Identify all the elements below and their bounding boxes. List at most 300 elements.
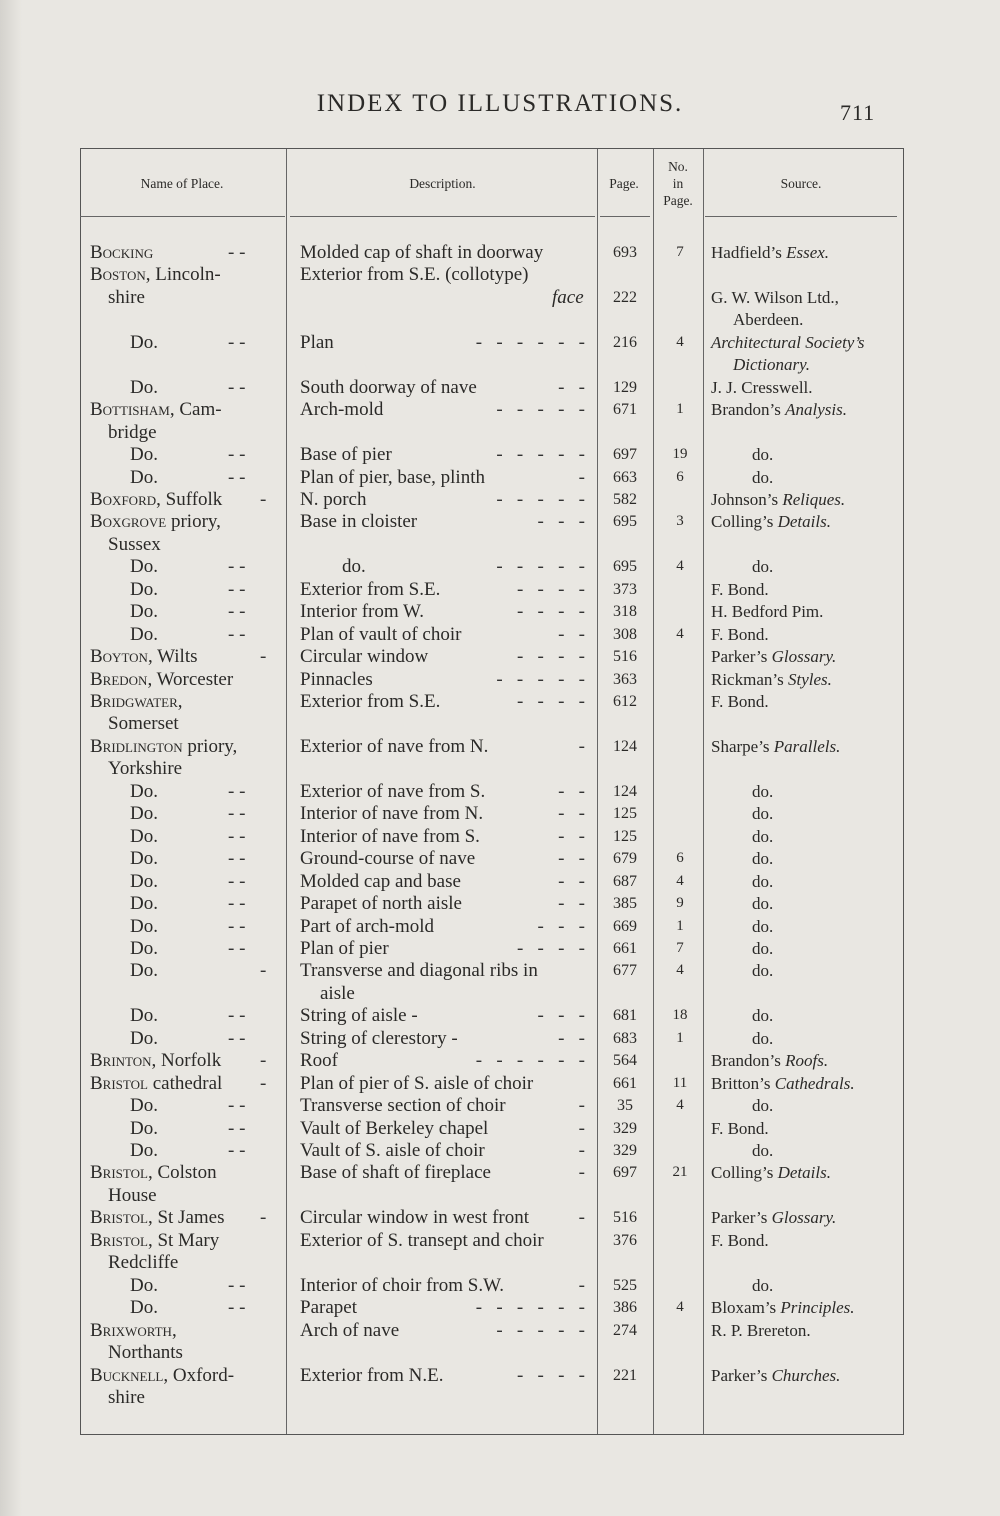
source [711,645,836,668]
source-text: do. [752,961,774,981]
index-row [0,892,1000,915]
place-name [130,959,158,982]
place-name-suffix: , Suffolk [156,488,223,510]
page-number-cell: 516 [613,648,637,666]
number-in-page-cell: 19 [672,446,688,463]
place-name-suffix: Do. [130,1005,158,1027]
description-leader-dashes: - - [558,825,585,847]
place-leader-dashes: - - [228,466,246,488]
description-leader-dashes: - - [558,803,585,825]
place-name-suffix: Do. [130,960,158,982]
source-text: F. Bond. [711,579,769,599]
source [752,466,773,489]
source-title: Analysis. [785,400,847,420]
source-title: Glossary. [771,647,837,667]
source [752,1004,773,1027]
place-name-smallcaps: Boyton [90,646,148,668]
place-name-smallcaps: Boston [90,264,146,286]
source-title: Architectural Society’s [711,332,865,352]
source [711,735,840,758]
index-row [0,398,1000,421]
index-row [0,241,1000,264]
place-name-suffix: Do. [130,1297,158,1319]
index-row [0,757,1000,780]
number-in-page-cell: 11 [672,1074,688,1091]
source-text: R. P. Brereton. [711,1320,811,1340]
index-row [0,600,1000,623]
source [752,1274,773,1297]
source-title: Dictionary. [733,355,810,375]
source-text: F. Bond. [711,1118,769,1138]
source-text: Parker’s [711,1208,772,1228]
number-in-page-cell: 4 [676,333,684,350]
source [752,892,773,915]
page-number-cell: 376 [613,1231,637,1249]
source [752,847,773,870]
description: String of aisle - [300,1005,418,1027]
number-in-page-cell: 1 [676,917,684,934]
index-row [0,1341,1000,1364]
place-name [130,802,158,825]
place-leader-dashes: - - [228,556,246,578]
page-number-cell: 35 [617,1097,633,1115]
place-name-suffix: , St Mary [147,1229,220,1251]
page-number-cell: 221 [613,1366,637,1384]
number-in-page-cell: 4 [676,1299,684,1316]
source [752,1139,773,1162]
place-leader-dashes: - - [228,601,246,623]
place-name [90,645,198,668]
index-row [0,443,1000,466]
place-name [90,1049,221,1072]
place-name-suffix: , St James [147,1207,225,1229]
description: Vault of Berkeley chapel [300,1117,489,1139]
description: Exterior from S.E. [300,691,441,712]
page-number-cell: 329 [613,1119,637,1137]
place-name-suffix: Yorkshire [108,758,183,780]
number-in-page-cell: 1 [676,401,684,418]
place-name [90,1364,234,1387]
place-leader-dashes: - [260,1072,267,1094]
index-row [0,331,1000,354]
source-text: Parker’s [711,1365,772,1385]
source [711,578,769,601]
place-leader-dashes: - - [228,1027,246,1049]
index-row [0,690,1000,713]
source-text: Brandon’s [711,400,786,420]
place-name-suffix: , [177,691,183,712]
number-in-page-cell: 18 [672,1007,688,1024]
source [711,376,813,399]
index-row [0,1161,1000,1184]
place-name-smallcaps: Brinton [90,1050,152,1072]
number-in-page-cell: 6 [676,850,684,867]
place-leader-dashes: - - [228,1297,246,1319]
index-row [0,1094,1000,1117]
description-leader-dashes: - [578,1162,585,1184]
page-number-cell: 681 [613,1007,637,1025]
index-row [0,1319,1000,1342]
source [711,398,847,421]
page-number-cell: 125 [613,827,637,845]
index-row [0,1117,1000,1140]
page-number-cell: 697 [613,446,637,464]
source [711,286,839,309]
source [711,1072,855,1095]
description-leader-dashes: - [578,1274,585,1296]
source-text: do. [752,938,774,958]
source [711,1319,811,1342]
place-name-smallcaps: Bredon [90,668,148,690]
page-number-cell: 693 [613,244,637,261]
source-text: J. J. Cresswell. [711,377,813,397]
source-text: F. Bond. [711,1230,769,1250]
description-leader-dashes: - - - - [516,578,585,600]
number-in-page-cell: 7 [676,244,684,260]
source-text: Britton’s [711,1073,775,1093]
place-name-suffix: , Cam- [169,399,222,421]
source-text: do. [752,1028,774,1048]
page-number-cell: 308 [613,625,637,643]
place-name-suffix: Do. [130,444,158,466]
place-name-suffix: Do. [130,331,158,353]
source-text: Colling’s [711,1163,778,1183]
page-number-cell: 677 [613,962,637,980]
table-bottom-rule [80,1434,904,1435]
place-name-suffix: Do. [130,1140,158,1161]
page-number-cell: 525 [613,1276,637,1294]
number-in-page-cell: 4 [676,1097,684,1114]
index-row [0,915,1000,938]
place-name-suffix: Do. [130,803,158,825]
index-row [0,1229,1000,1252]
source-text: Sharpe’s [711,736,774,756]
place-name-suffix: Do. [130,780,158,802]
place-leader-dashes: - - [228,242,246,263]
running-title: INDEX TO ILLUSTRATIONS. [316,90,684,117]
description: Circular window [300,646,429,668]
place-name-smallcaps: Bristol [90,1207,148,1229]
description-leader-dashes: - - - - - - [475,331,585,353]
description: aisle [320,982,355,1004]
number-in-page-cell: 6 [676,468,684,485]
source [752,780,773,803]
page-number-cell: 222 [613,288,637,306]
description: Base in cloister [300,511,418,533]
place-name-smallcaps: Boxford [90,488,157,510]
place-name-suffix: Do. [130,601,158,623]
page-number-cell: 679 [613,850,637,868]
place-name [130,1139,158,1162]
place-name [108,1386,145,1409]
place-name-suffix: priory, [182,735,238,757]
source [752,1027,773,1050]
place-leader-dashes: - - [228,803,246,825]
description-leader-dashes: - [578,1117,585,1139]
source-text: Rickman’s [711,669,788,689]
place-name [90,735,237,758]
place-name-suffix: Do. [130,1274,158,1296]
index-row [0,308,1000,331]
page-number-cell: 329 [613,1142,637,1159]
description: do. [342,556,366,578]
source-text: Colling’s [711,512,778,532]
source-text: F. Bond. [711,624,769,644]
column-header-source: Source. [780,176,822,191]
column-header-place: Name of Place. [140,176,224,191]
page-number-cell: 661 [613,939,637,957]
place-name-suffix: , Wilts [147,646,198,668]
column-header-description: Description. [409,176,476,191]
description: South doorway of nave [300,376,477,398]
description-leader-dashes: - - - [537,511,585,533]
number-in-page-cell: 3 [676,513,684,530]
description-leader-dashes: - - - [537,1005,585,1027]
source [733,308,803,331]
description: Parapet [300,1297,357,1319]
page-number-cell: 612 [613,693,637,710]
source-text: H. Bedford Pim. [711,602,824,622]
page-number-cell: 695 [613,513,637,531]
place-leader-dashes: - - [228,1274,246,1296]
place-leader-dashes: - - [228,1005,246,1027]
description-leader-dashes: - - - [537,915,585,937]
index-row [0,780,1000,803]
description: Transverse and diagonal ribs in [300,960,538,982]
place-name [130,870,158,893]
number-in-page-cell: 9 [676,895,684,912]
description-leader-dashes: - [578,1095,585,1117]
source [711,1296,855,1319]
place-name-smallcaps: Bristol [90,1072,148,1094]
place-leader-dashes: - - [228,780,246,802]
source-text: do. [752,894,774,914]
place-leader-dashes: - - [228,1117,246,1139]
description-leader-dashes: - - - - - [496,1319,585,1341]
source-title: Parallels. [773,736,841,756]
source-title: Churches. [771,1365,841,1385]
source-title: Details. [777,512,831,532]
page-number-cell: 125 [613,805,637,823]
description: Plan of pier [300,937,389,959]
page-number-cell: 564 [613,1052,637,1070]
source [711,1229,769,1252]
source [711,668,832,691]
source-text: F. Bond. [711,692,769,711]
index-row [0,623,1000,646]
source-text: Bloxam’s [711,1298,781,1318]
place-leader-dashes: - [260,646,267,668]
index-row [0,1004,1000,1027]
index-row [0,1364,1000,1387]
place-name-suffix: bridge [108,421,157,443]
source [752,825,773,848]
source-title: Cathedrals. [774,1073,855,1093]
index-row [0,1296,1000,1319]
place-name-suffix: , Worcester [147,668,234,690]
column-header-no-line: Page. [663,193,693,208]
index-row [0,421,1000,444]
description: Part of arch-mold [300,915,435,937]
description: Exterior from S.E. [300,578,441,600]
source [711,1161,831,1184]
index-row [0,466,1000,489]
place-name [90,263,221,286]
index-row [0,533,1000,556]
description-leader-dashes: - - - - [516,1364,585,1386]
source-title: Glossary. [771,1208,837,1228]
source [711,1364,840,1387]
place-leader-dashes: - - [228,623,246,645]
page-number-cell: 129 [613,378,637,396]
index-row [0,353,1000,376]
description-leader-dashes: - - - - [516,691,585,712]
source-text: do. [752,1141,774,1160]
place-leader-dashes: - - [228,331,246,353]
place-name-suffix: Redcliffe [108,1252,179,1274]
description-leader-dashes: - [578,735,585,757]
place-name [130,937,158,960]
description-leader-dashes: - - - - [516,601,585,623]
place-name [130,1117,158,1140]
place-leader-dashes: - - [228,937,246,959]
description: Interior of nave from N. [300,803,484,825]
index-row [0,1274,1000,1297]
page-number-cell: 663 [613,468,637,486]
description-leader-dashes: - - - - [516,937,585,959]
place-name [130,1274,158,1297]
source [733,353,810,376]
description-note: face [552,286,584,308]
source-text: do. [752,467,774,487]
source-title: Roofs. [785,1051,829,1071]
place-name-smallcaps: Bridgwater [90,691,178,712]
source-text: Johnson’s [711,489,783,509]
place-name [130,331,158,354]
page-number-cell: 318 [613,603,637,621]
source-text: do. [752,1006,774,1026]
page-number-cell: 216 [613,333,637,351]
description: Pinnacles [300,668,373,690]
index-row [0,1206,1000,1229]
place-name [90,668,233,691]
place-name [90,510,221,533]
page-number-cell: 386 [613,1299,637,1317]
index-row [0,578,1000,601]
description: Interior from W. [300,601,425,623]
description-leader-dashes: - - [558,1027,585,1049]
description: Exterior from S.E. (collotype) [300,264,529,286]
description-leader-dashes: - [578,1207,585,1229]
place-leader-dashes: - - [228,825,246,847]
place-name-smallcaps: Bocking [90,242,154,263]
description-leader-dashes: - - [558,623,585,645]
source-text: Parker’s [711,647,772,667]
place-name-suffix: Sussex [108,533,161,555]
place-name [90,241,153,264]
page-number-cell: 669 [613,917,637,935]
source [752,443,773,466]
index-row [0,937,1000,960]
place-name-suffix: Do. [130,376,158,398]
source [711,488,845,511]
place-leader-dashes: - [260,488,267,510]
place-name-suffix: Do. [130,848,158,870]
source-text: Aberdeen. [733,310,804,330]
place-name [130,892,158,915]
place-name-suffix: Do. [130,623,158,645]
description-leader-dashes: - - - - - [496,488,585,510]
place-leader-dashes: - [260,1050,267,1072]
source-text: do. [752,871,774,891]
description: Transverse section of choir [300,1095,506,1117]
column-header-no [654,158,702,209]
place-name-suffix: , Colston [147,1162,217,1184]
place-name [130,1027,158,1050]
description-leader-dashes: - - - - - [496,668,585,690]
page-number-cell: 687 [613,872,637,890]
place-name-suffix: , [171,1319,177,1341]
source [711,510,831,533]
place-name [90,398,222,421]
place-name-suffix: shire [108,286,145,308]
source [752,802,773,825]
place-name-suffix: House [108,1184,157,1206]
source [711,1117,769,1140]
place-leader-dashes: - - [228,870,246,892]
source-title: Details. [777,1163,831,1183]
place-name-smallcaps: Bridlington [90,735,183,757]
source [711,1049,828,1072]
place-name-smallcaps: Brixworth [90,1319,172,1341]
place-leader-dashes: - - [228,1140,246,1161]
source [752,1094,773,1117]
index-row [0,982,1000,1005]
source-title: Styles. [787,669,832,689]
page-number-cell: 683 [613,1029,637,1047]
index-row [0,668,1000,691]
source-text: Brandon’s [711,1051,786,1071]
page-number-cell: 661 [613,1074,637,1092]
description: Exterior from N.E. [300,1364,444,1386]
header-rule [80,216,285,217]
place-leader-dashes: - [260,1207,267,1229]
place-name [130,578,158,601]
place-name [90,1206,224,1229]
description: Parapet of north aisle [300,893,462,915]
place-name-suffix: Do. [130,937,158,959]
index-row [0,510,1000,533]
place-name-smallcaps: Bristol [90,1162,148,1184]
place-name-suffix: Do. [130,466,158,488]
place-name [108,1184,157,1207]
place-name-suffix: , Norfolk [151,1050,222,1072]
index-row [0,645,1000,668]
description-leader-dashes: - - - - - [496,444,585,466]
description: Interior of choir from S.W. [300,1274,505,1296]
page-number-cell: 695 [613,558,637,576]
page-number-cell: 671 [613,401,637,419]
place-name-suffix: Do. [130,578,158,600]
index-row [0,847,1000,870]
place-leader-dashes: - - [228,578,246,600]
description: Base of shaft of fireplace [300,1162,491,1184]
place-name [90,1072,222,1095]
source-title: Reliques. [782,489,846,509]
source [711,600,823,623]
description: Molded cap of shaft in doorway [300,242,544,263]
source-text: do. [752,826,774,846]
